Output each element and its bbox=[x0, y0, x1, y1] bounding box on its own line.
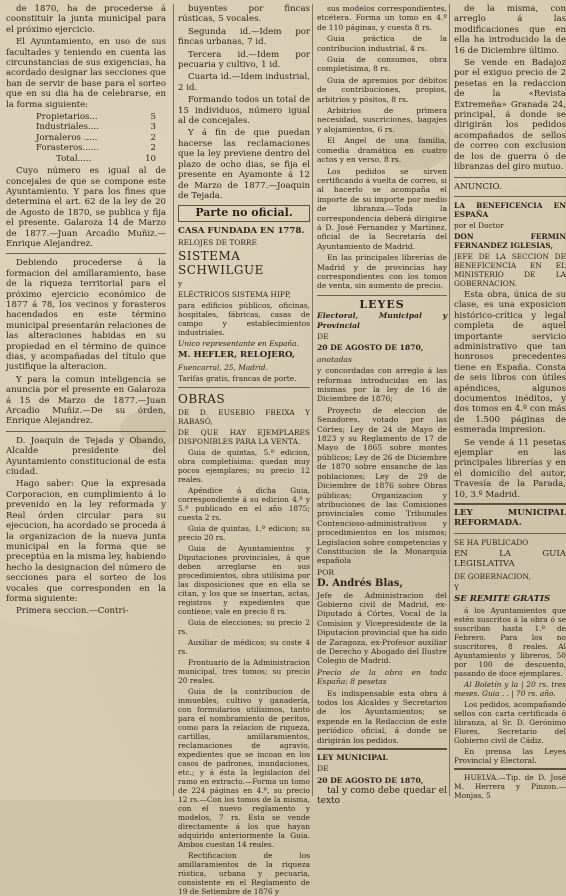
leyes-price: Precio de la obra en toda España: 8 pesetas bbox=[317, 667, 447, 687]
leyes-date: 20 DE AGOSTO DE 1870, bbox=[317, 343, 424, 353]
ben-title: LA BENEFICENCIA EN ESPAÑA bbox=[454, 200, 566, 219]
paragraph: Se vende á 11 pesetas ejemplar en las principales librerías y en el domicilio del autor, Travesía de la Parada, 10, 3.º Madrid. bbox=[454, 437, 566, 500]
imprint: HUELVA.—Tip. de D. José M. Herrera y Pinzon.—Monjas, 5 bbox=[454, 773, 566, 801]
list-item: Jornaleros ..... 2 bbox=[36, 132, 156, 143]
paragraph: Cuarta id.—Idem industrial, 2 id. bbox=[178, 72, 310, 93]
leyes-subtitle: Electoral, Municipal y Provincial bbox=[317, 311, 447, 330]
paragraph: En prensa las Leyes Provincial y Electoral. bbox=[454, 747, 566, 766]
ad-line: RELOJES DE TORRE bbox=[178, 238, 257, 248]
leyes-line: anotadas bbox=[317, 354, 352, 364]
paragraph: Esta obra, única de su clase, es una exposicion histórico-crítica y legal completa de aquel importante servicio administrativo que tan honrosos precedentes tiene en España. Consta de seis libros con útiles apéndices, algunos documentos inéditos, y dos tomos en 4.º con más de 1.500 páginas de esmerada impresion. bbox=[454, 289, 566, 436]
paragraph: Y á fin de que puedan hacerse las reclamaciones que la ley previene dentro del plazo de ocho dias, se fija el presente en Ayamonte á 12 de Marzo de 1877.—Joaquin de Tejada. bbox=[178, 128, 310, 201]
paragraph: Es indispensable esta obra á todos los Alcaldes y Secretarios de los Ayuntamientos; se expende en la Redaccion de este periódico oficial, á donde se dirigirán los pedidos. bbox=[317, 688, 447, 745]
ad-line: Fuencarral, 25, Madrid. bbox=[178, 362, 268, 372]
paragraph: Auxiliar de médicos; su coste 4 rs. bbox=[178, 637, 310, 656]
divider bbox=[317, 748, 447, 750]
paragraph: Guia de elecciones; su precio 2 rs. bbox=[178, 617, 310, 636]
column-4 bbox=[449, 4, 566, 801]
ley-ref-title: LEY MUNICIPAL REFORMADA. bbox=[454, 508, 566, 529]
ad-line: Tarifas gratis, francas de porte. bbox=[178, 373, 297, 383]
paragraph: Guia práctica de la contribucion industrial, 4 rs. bbox=[317, 34, 447, 53]
paragraph: Hago saber: Que la expresada Corporacion, en cumplimiento á lo prevenido en la ley reformada y Real órden circular para su ejecucion, ha acordado se proceda á la organizacion de la nueva junta municipal en la forma que se preceptúa en la misma ley, habiendo hecho la designacion del número de secciones para el sorteo de los vocales que corresponden en la forma siguiente: bbox=[6, 479, 166, 604]
leyes-de: DE bbox=[317, 332, 329, 341]
ad-title: OBRAS bbox=[178, 391, 226, 406]
divider bbox=[317, 295, 447, 296]
paragraph: D. Joaquin de Tejada y Obando, Alcalde presidente del Ayuntamiento constitucional de esta ciudad. bbox=[6, 435, 166, 478]
column-3 bbox=[312, 4, 447, 806]
paragraph: Guia de quintas, 1.ª edicion; su precio 20 rs. bbox=[178, 523, 310, 542]
paragraph: Se vende en Badajoz por el exiguo precio de 2 pesetas en la redaccion de la «Revista Extremeña» Granada 24, principal, á donde se dirigirán los pedidos acompañados de sellos de correo con exclusion de los de guerra ó de libranzas del giro mutuo. bbox=[454, 58, 566, 173]
leyes-title: LEYES bbox=[359, 297, 405, 311]
divider bbox=[454, 503, 566, 505]
leyes-line: Jefe de Administracion del Gobierno civil de Madrid, ex-Diputado á Córtes, Vocal de la Comision y Vicepresidente de la Diputacion provincial que ha sido de Zaragoza, ex-Profesor auxiliar de Derecho y Abogado del Ilustre Colegio de Madrid. bbox=[317, 590, 447, 666]
paragraph: buyentes por fincas rústicas, 5 vocales. bbox=[178, 4, 310, 25]
ley-de: DE bbox=[317, 764, 329, 774]
ad-line: para edificios públicos, oficinas, hospitales, fábricas, casas de campo y establecimientos industriales. bbox=[178, 301, 310, 338]
ley-date: 20 DE AGOSTO DE 1870, bbox=[317, 775, 424, 785]
ley-ref-line: DE GOBERNACION, bbox=[454, 571, 531, 581]
column-1 bbox=[6, 4, 166, 796]
paragraph: Guia de quintas, 5.ª edicion, obra completísima: quedan muy pocos ejemplares; su precio 12 reales. bbox=[178, 447, 310, 484]
paragraph: Tercera id.—Idem por pecuaria y cultivo, 1 id. bbox=[178, 49, 310, 71]
paragraph: Segunda id.—Idem por fincas urbanas, 7 id. bbox=[178, 26, 310, 48]
ben-role: JEFE DE LA SECCION DE BENEFICENCIA EN EL MINISTERIO DE LA GOBERNACION. bbox=[454, 251, 566, 288]
column-2 bbox=[173, 4, 310, 896]
paragraph: Rectificacion de los amillaramientos de la riqueza rústica, urbana y pecuaria, consistente en el Reglamento de 19 de Setiembre de 1876 y bbox=[178, 850, 310, 896]
anuncio-title: ANUNCIO. bbox=[454, 181, 502, 192]
paragraph: Arbitrios de primera necesidad, suscriciones, bagajes y alojamientos, 6 rs. bbox=[317, 106, 447, 134]
ad-line: DE QUE HAY EJEMPLARES DISPONIBLES PARA LA VENTA. bbox=[178, 427, 310, 446]
list-item: Forasteros...... 2 bbox=[36, 143, 156, 154]
ad-line: y bbox=[178, 279, 183, 289]
paragraph: Guia de la contribucion de inmuebles, cultivo y ganadería, con formularios utilísimos, tanto para el nombramiento de peritos, como para la relacion de riqueza, cartillas, amillaramientos, reclamaciones de agravio, expedientes que se incoan en los casos de padrones, inundaciones, etc.; y á ésta la legislacion del ramo en extracto.—Forma un tomo de 224 páginas en 4.º, su precio 12 rs.—Con los tomos de la misma, con el nuevo reglamento y modelos, 7 rs. Esta se vende directamente á los que hayan adquirido anteriormente la Guia. Ambos cuestan 14 reales. bbox=[178, 686, 310, 849]
paragraph: Proyecto de eleccion de Senadores, votado por las Córtes; Ley de 24 de Mayo de 1823 y su Reglamento de 17 de Mayo de 1865 sobre montes públicos; Ley de 26 de Diciembre de 1870 sobre ensanche de las poblaciones; Ley de 29 de Diciembre de 1876 sobre Obras públicas; Organizacion y atribuciones de las Comisiones provinciales como Tribunales Contencioso-administrativos y procedimientos en los mismos; Legislacion sobre competencias y Constitucion de la Monarquía española bbox=[317, 405, 447, 566]
ad-title: CASA FUNDADA EN 1778. bbox=[178, 225, 305, 236]
divider bbox=[454, 177, 566, 178]
ben-author: DON FERMIN FERNANDEZ IGLESIAS, bbox=[454, 231, 566, 250]
paragraph: de 1870, ha de procederse á coonstituir la junta municipal para el próximo ejercicio. bbox=[6, 4, 166, 35]
ben-by: por el Doctor bbox=[454, 220, 504, 230]
divider bbox=[6, 431, 166, 432]
ad-line: DE D. EUSEBIO FREIXA Y RABASÓ, bbox=[178, 407, 310, 426]
paragraph: Primera seccion.—Contri- bbox=[16, 606, 129, 617]
divider bbox=[454, 768, 566, 770]
ley-ref-line: Y bbox=[454, 582, 459, 592]
paragraph: de la misma, con arreglo á las modificaciones que en ella ha introducido la de 16 de Diciembre último. bbox=[454, 4, 566, 56]
paragraph: El Angel de una familia, comedia dramática en cuatro actos y en verso, 8 rs. bbox=[317, 136, 447, 165]
paragraph: sus modelos correspondientes, etcétera. Forma un tomo en 4.º de 110 páginas, y cuesta 8 rs. bbox=[317, 4, 447, 32]
leyes-line: y concordadas con arreglo á las reformas introducidas en las mismas por la ley de 16 de Diciembre de 1876; bbox=[317, 366, 447, 404]
ad-line: M. HEFLER, RELOJERO, bbox=[178, 350, 295, 361]
ley-ref-line: SE HA PUBLICADO bbox=[454, 537, 529, 547]
paragraph: Los pedidos, acompañando sellos con carta certificada ó libranza, al Sr. D. Gerónimo Flores, Secretario del Gobierno civil de Cádiz. bbox=[454, 700, 566, 746]
divider bbox=[178, 387, 310, 388]
leyes-author: D. Andrés Blas, bbox=[317, 578, 403, 590]
ley-ref-line: EN LA GUIA LEGISLATIVA bbox=[454, 548, 566, 570]
ad-line: SISTEMA SCHWILGUE bbox=[178, 249, 264, 278]
list-total: Total..... 10 bbox=[56, 153, 156, 164]
divider bbox=[454, 533, 566, 534]
paragraph: Debiendo procederse á la formacion del amillaramiento, base de la riqueza territorial para el próximo ejercicio económico de 1877 á 78, los vecinos y forasteros hacendados en este término municipal presentarán relaciones de las alteraciones habidas en su propiedad en el término de quince dias, y acompañadas del título que justifique la alteracion. bbox=[6, 258, 166, 373]
divider bbox=[6, 253, 166, 254]
ad-line: ELÉCTRICOS SISTEMA HIPP, bbox=[178, 290, 291, 300]
paragraph: Y para la comun inteligencia se anuncia por el presente en Galaroza á 15 de Marzo de 1877.—Juan Arcadio Muñiz.—De su órden, Enrique Alejandrez. bbox=[6, 374, 166, 427]
paragraph: tal y como debe quedar el texto bbox=[317, 786, 447, 806]
leyes-por: POR bbox=[317, 567, 335, 577]
section-heading: Parte no oficial. bbox=[178, 205, 310, 221]
list-item: Propietarios... 5 bbox=[36, 112, 156, 123]
divider bbox=[454, 196, 566, 197]
ley-title: LEY MUNICIPAL bbox=[317, 753, 388, 763]
paragraph: Cuyo número es igual al de concejales de que se compone este Ayuntamiento. Y para los fines que determina el art. 62 de la ley de 20 de Agosto de 1870, se publica y fija el presente. Galaroza 14 de Marzo de 1877.—Juan Arcadio Muñiz.—Enrique Alejandrez. bbox=[6, 166, 166, 249]
paragraph: Prontuario de la Administracion municipal, tres tomos; su precio 20 reales. bbox=[178, 657, 310, 685]
paragraph: El Ayuntamiento, en uso de sus facultades y teniendo en cuenta las circunstancias de sus exigencias, ha acordado designar las secciones que han de servir de base para el sorteo que en su dia ha de celebrarse, en la forma siguiente: bbox=[6, 37, 166, 110]
paragraph: á los Ayuntamientos que estén suscritos á la obra ó se suscriban hasta 1.º de Febrero. Para los no suscritores, 8 reales. Al Ayuntamiento y libreros, 50 por 100 de descuento, pasando de doce ejemplares. bbox=[454, 606, 566, 679]
sections-list bbox=[36, 112, 166, 164]
paragraph: Al Boletín y la | 20 rs. tres meses. Guia . . | 70 rs. año. bbox=[454, 680, 566, 699]
paragraph: Formando todos un total de 15 individuos, número igual al de concejales. bbox=[178, 95, 310, 127]
list-item: Industriales.... 3 bbox=[36, 122, 156, 133]
paragraph: Guia de consumos, obra completísima, 8 rs. bbox=[317, 55, 447, 74]
paragraph: En las principales librerías de Madrid y de provincias hay correspondientes con los tomos de venta, sin aumento de precio. bbox=[317, 253, 447, 291]
paragraph: Apéndice á dicha Guia, correspondiente á su edicion 4.ª y 5.ª publicado en el año 1875; cuesta 2 rs. bbox=[178, 485, 310, 522]
paragraph: Los pedidos se sirven certificando á vuelta de correo, si al hacerlo se acompaña el importe de su importe por medio de libranza.—Toda la correspondencia deberá dirigirse á D. José Fernandez y Martinez, oficial de la Secretaría del Ayuntamiento de Madrid. bbox=[317, 166, 447, 251]
ad-line: Unico representante en España. bbox=[178, 339, 299, 349]
paragraph: Guia de apremios por débitos de contribuciones, propios, arbitrios y pósitos, 8 rs. bbox=[317, 75, 447, 104]
ley-ref-line: SE REMITE GRATIS bbox=[454, 593, 551, 604]
paragraph: Guia de Ayuntamientos y Diputaciones provinciales, á que deben arreglarse en sus procedimientos, obra utilísima por las disposiciones que en ella se citan, y los que se insertan, actas, registros y expedientes que contiene; vale en precio 8 rs. bbox=[178, 543, 310, 616]
